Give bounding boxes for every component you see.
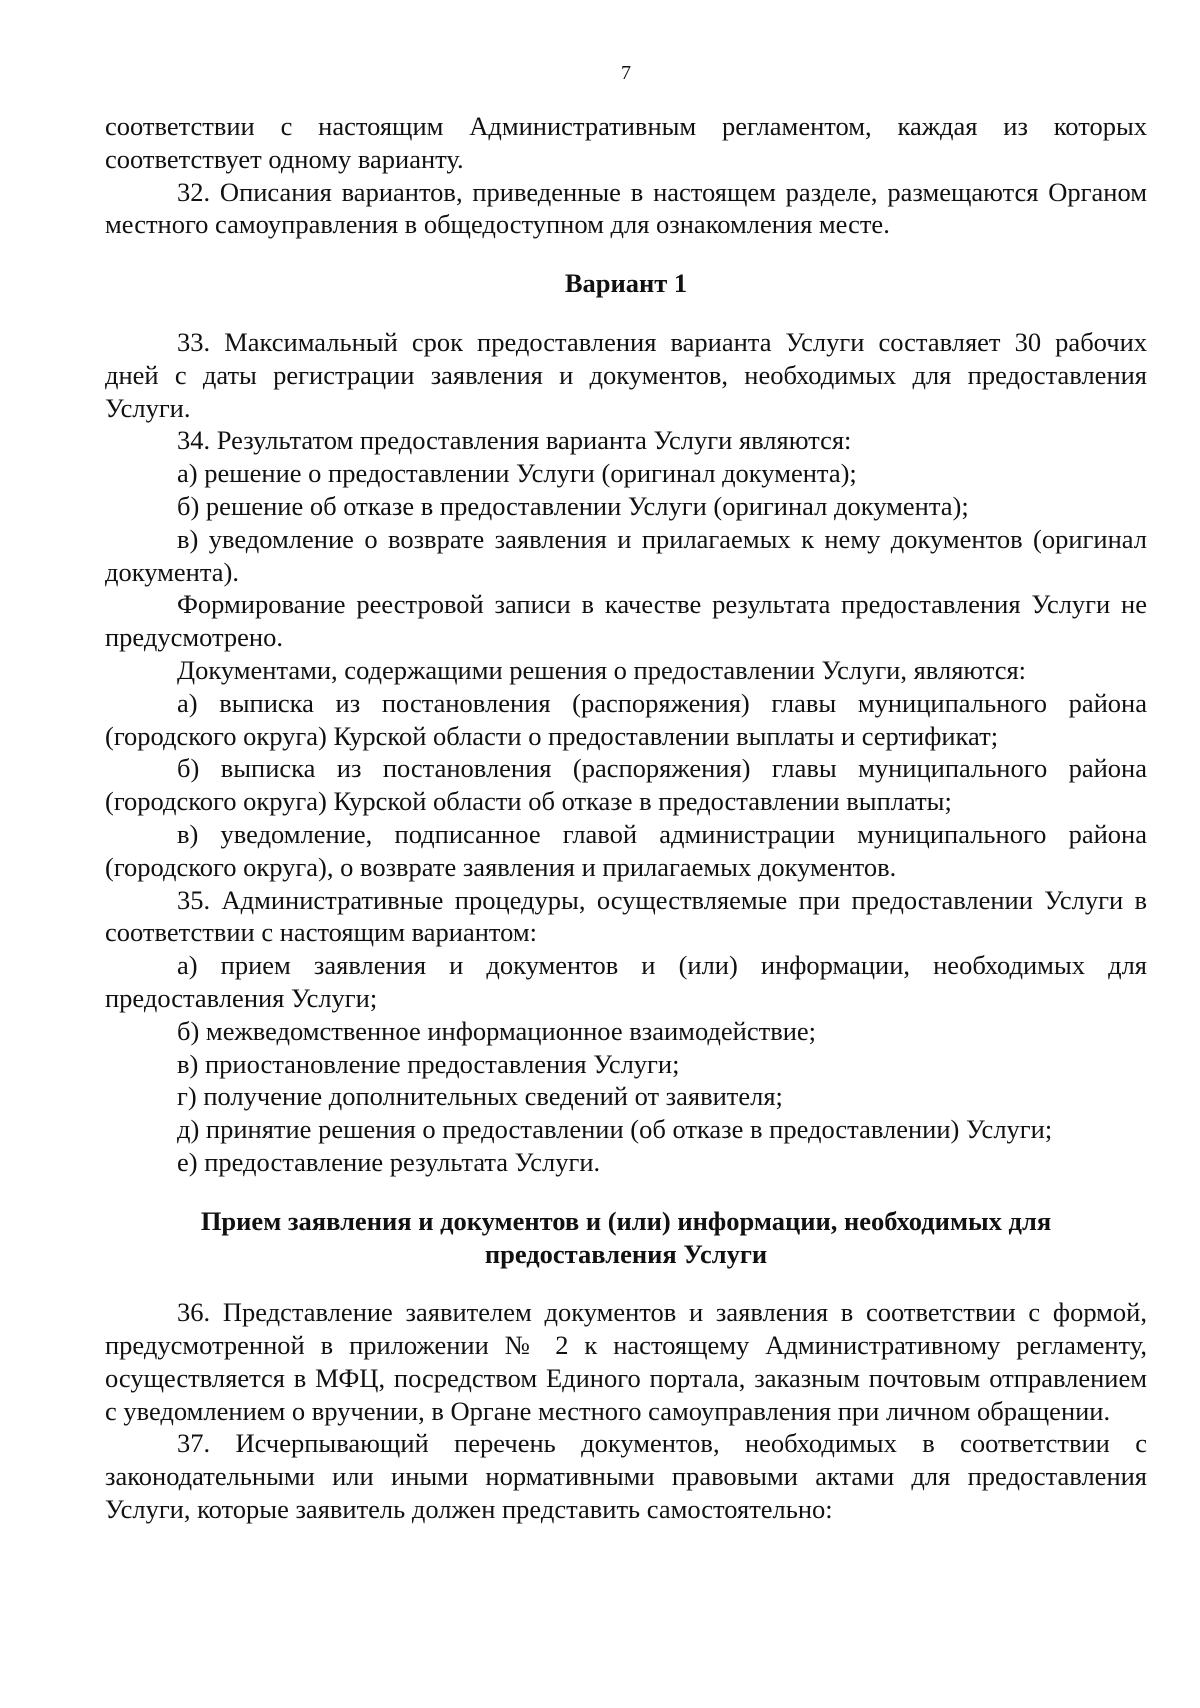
list-item-35d: д) принятие решения о предоставлении (об отказе в предоставлении) Услуги; bbox=[177, 1114, 1053, 1145]
list-item-34v: в) уведомление о возврате заявления и прилагаемых к нему документов (оригинал документа). bbox=[105, 523, 1147, 587]
paragraph-registry-record: Формирование реестровой записи в качестве результата предоставления Услуги не предусмотрено. bbox=[105, 589, 1147, 653]
list-item-doc-a: а) выписка из постановления (распоряжения) главы муниципального района (городского округа) Курской области о предоставлении выплаты и сертификат; bbox=[105, 687, 1147, 751]
list-item-35a: а) прием заявления и документов и (или) информации, необходимых для предоставления Услуги; bbox=[105, 950, 1147, 1013]
paragraph-decision-documents: Документами, содержащими решения о предоставлении Услуги, являются: bbox=[177, 654, 1027, 685]
list-item-35g: г) получение дополнительных сведений от заявителя; bbox=[177, 1081, 783, 1112]
list-item-doc-b: б) выписка из постановления (распоряжения) главы муниципального района (городского округа) Курской области об отказе в предоставлении выплаты; bbox=[105, 753, 1147, 817]
document-page bbox=[105, 58, 1147, 1526]
list-item-35v: в) приостановление предоставления Услуги; bbox=[177, 1048, 680, 1079]
list-item-34a: а) решение о предоставлении Услуги (оригинал документа); bbox=[177, 458, 857, 489]
paragraph-32: 32. Описания вариантов, приведенные в настоящем разделе, размещаются Органом местного самоуправления в общедоступном для ознакомления месте. bbox=[105, 176, 1147, 240]
paragraph-36: 36. Представление заявителем документов и заявления в соответствии с формой, предусмотренной в приложении № 2 к настоящему Административному регламенту, осуществляется в МФЦ, посредством Единого портала, заказным почтовым отправлением с уведомлением о вручении, в Органе местного самоуправления при личном обращении. bbox=[105, 1297, 1147, 1426]
page-number: 7 bbox=[621, 62, 631, 84]
paragraph-34: 34. Результатом предоставления варианта Услуги являются: bbox=[177, 425, 852, 456]
paragraph-continuation: соответствии с настоящим Административным регламентом, каждая из которых соответствует одному варианту. bbox=[105, 111, 1147, 174]
heading-reception-line-2: предоставления Услуги bbox=[484, 1238, 768, 1269]
heading-reception bbox=[105, 1205, 1147, 1271]
list-item-34b: б) решение об отказе в предоставлении Услуги (оригинал документа); bbox=[177, 490, 969, 521]
list-item-doc-v: в) уведомление, подписанное главой администрации муниципального района (городского округа), о возврате заявления и прилагаемых документов. bbox=[105, 818, 1147, 882]
list-item-35b: б) межведомственное информационное взаимодействие; bbox=[177, 1015, 817, 1046]
paragraph-37: 37. Исчерпывающий перечень документов, необходимых в соответствии с законодательными или иными нормативными правовыми актами для предоставления Услуги, которые заявитель должен представить самостоятельно: bbox=[105, 1428, 1147, 1525]
paragraph-35: 35. Административные процедуры, осуществляемые при предоставлении Услуги в соответствии с настоящим вариантом: bbox=[105, 884, 1147, 948]
paragraph-33: 33. Максимальный срок предоставления варианта Услуги составляет 30 рабочих дней с даты регистрации заявления и документов, необходимых для предоставления Услуги. bbox=[105, 326, 1147, 423]
heading-reception-line-1: Прием заявления и документов и (или) информации, необходимых для bbox=[200, 1205, 1052, 1236]
heading-variant-1: Вариант 1 bbox=[564, 268, 688, 299]
list-item-35e: е) предоставление результата Услуги. bbox=[177, 1146, 601, 1177]
